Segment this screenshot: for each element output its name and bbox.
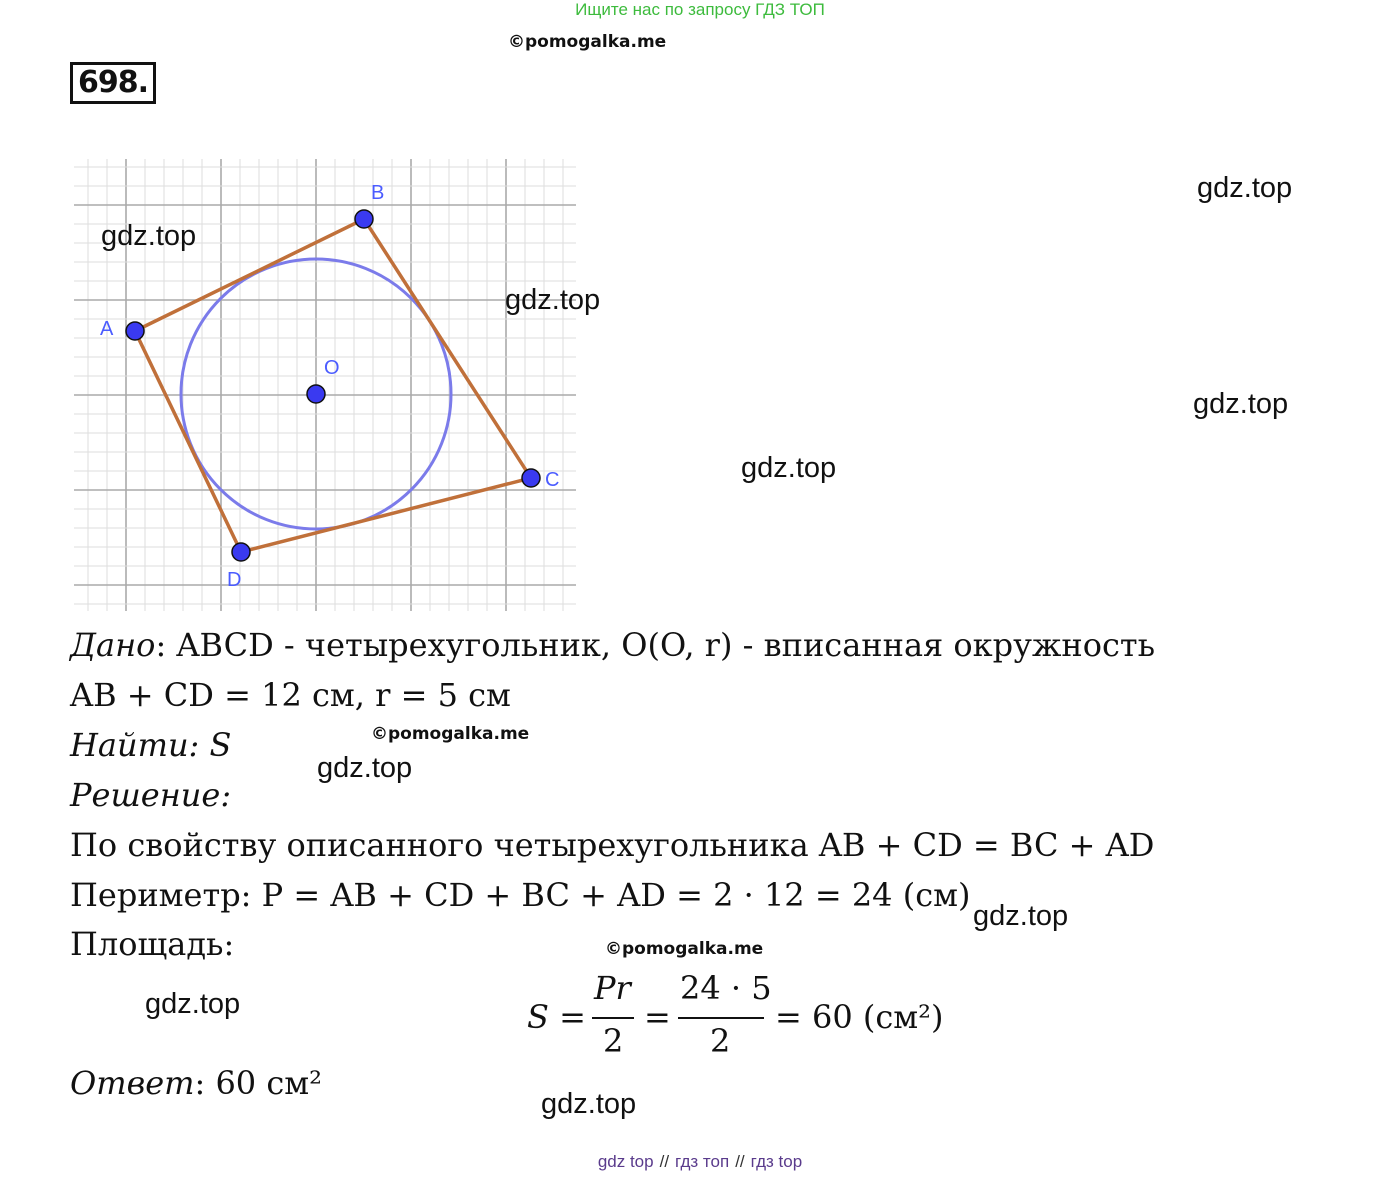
quadrilateral-abcd: [135, 219, 531, 552]
point-a: [126, 322, 144, 340]
formula-equals: =: [644, 998, 671, 1036]
property-line: По свойству описанного четырехугольника AB + CD = BC + AD: [70, 826, 1155, 864]
perimeter-line: Периметр: P = AB + CD + BC + AD = 2 · 12 = 24 (см): [70, 876, 971, 914]
find-line: Найти: S: [70, 726, 232, 764]
formula-numerator-2: 24 · 5: [680, 969, 772, 1007]
watermark: gdz.top: [1197, 172, 1293, 204]
point-o: [307, 385, 325, 403]
label-o: O: [324, 357, 340, 379]
answer-value: : 60 см²: [194, 1064, 322, 1102]
point-b: [355, 210, 373, 228]
problem-number: 698.: [70, 62, 156, 104]
footer-separator: //: [735, 1152, 745, 1171]
formula-numerator-1: Pr: [594, 969, 631, 1007]
formula-denominator-2: 2: [710, 1022, 731, 1060]
footer-link-1[interactable]: gdz top: [597, 1152, 654, 1171]
given-body: : ABCD - четырехугольник, O(O, r) - вписанная окружность: [155, 626, 1156, 664]
watermark: gdz.top: [101, 220, 197, 252]
copyright-low: ©pomogalka.me: [605, 939, 764, 959]
answer-line: [70, 1064, 322, 1102]
point-d: [232, 543, 250, 561]
footer-link-2[interactable]: гдз топ: [675, 1152, 730, 1171]
watermark: gdz.top: [145, 988, 241, 1020]
label-b: B: [371, 182, 385, 204]
copyright-mid: ©pomogalka.me: [371, 724, 530, 744]
label-d: D: [227, 569, 242, 591]
search-hint: Ищите нас по запросу ГДЗ ТОП: [575, 0, 825, 19]
given-line: [70, 626, 1155, 664]
footer-links: [0, 1152, 1400, 1172]
fraction-bar-2: [678, 1017, 764, 1019]
point-c: [522, 469, 540, 487]
formula-denominator-1: 2: [603, 1022, 624, 1060]
watermark: gdz.top: [741, 452, 837, 484]
fraction-bar-1: [592, 1017, 634, 1019]
solution-heading: Решение:: [70, 776, 232, 814]
watermark: gdz.top: [317, 752, 413, 784]
formula-result: = 60 (см²): [775, 998, 944, 1036]
label-c: C: [545, 469, 560, 491]
footer-separator: //: [659, 1152, 670, 1171]
watermark: gdz.top: [1193, 388, 1289, 420]
copyright-top: ©pomogalka.me: [508, 32, 667, 52]
given-label: Дано: [70, 626, 156, 664]
answer-label: Ответ: [70, 1064, 195, 1102]
given-line-2: AB + CD = 12 см, r = 5 см: [70, 676, 511, 714]
watermark: gdz.top: [541, 1088, 637, 1120]
watermark: gdz.top: [973, 900, 1069, 932]
watermark: gdz.top: [505, 284, 601, 316]
formula-s: S =: [527, 998, 586, 1036]
label-a: A: [100, 318, 114, 340]
footer-link-3[interactable]: гдз top: [750, 1152, 803, 1171]
area-label: Площадь:: [70, 925, 235, 963]
